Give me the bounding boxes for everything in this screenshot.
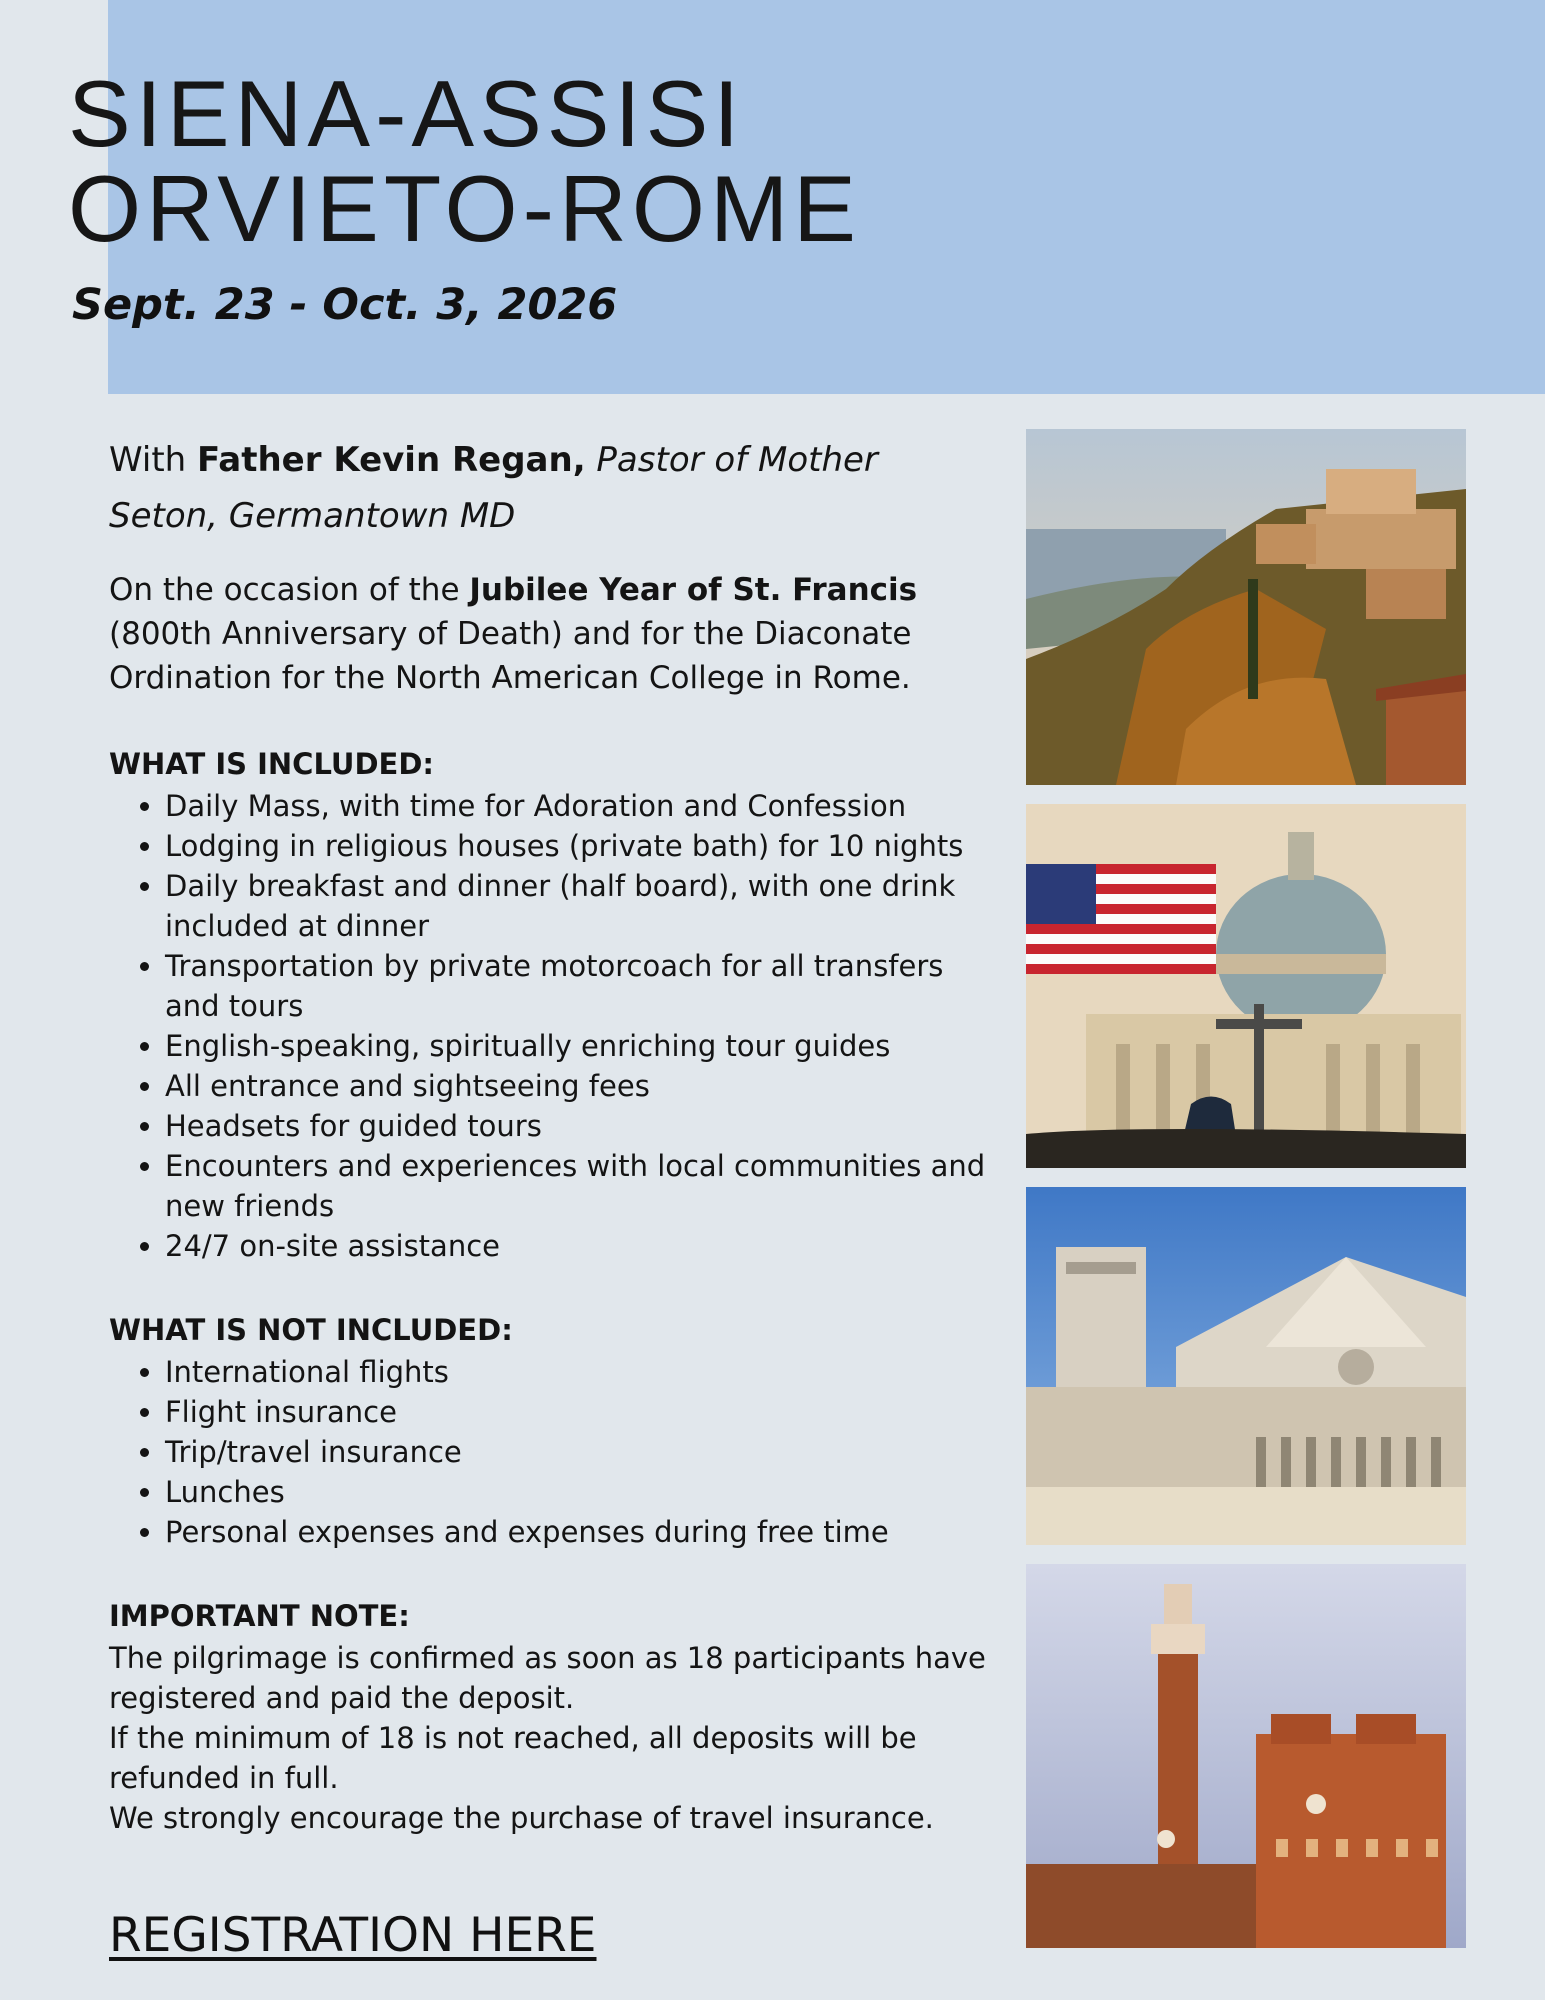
photo-column	[1026, 429, 1466, 1967]
included-item: • English-speaking, spiritually enriching tour guides	[165, 1026, 994, 1066]
included-item: • 24/7 on-site assistance	[165, 1226, 994, 1266]
page-title	[68, 61, 861, 261]
not-included-item: • Lunches	[165, 1472, 994, 1512]
title-line-2: ORVIETO-ROME	[68, 156, 861, 261]
occasion-paragraph	[109, 568, 994, 700]
main-content	[109, 432, 994, 1964]
occasion-rest: (800th Anniversary of Death) and for the Diaconate Ordination for the North American College in Rome.	[109, 616, 912, 696]
leader-name: Father Kevin Regan,	[197, 440, 586, 480]
included-item: • Daily Mass, with time for Adoration and Confession	[165, 786, 994, 826]
included-heading: WHAT IS INCLUDED:	[109, 747, 434, 781]
included-item: • Daily breakfast and dinner (half board), with one drink included at dinner	[165, 866, 994, 946]
included-item: • Lodging in religious houses (private bath) for 10 nights	[165, 826, 994, 866]
not-included-item: • Flight insurance	[165, 1392, 994, 1432]
occasion-prefix: On the occasion of the	[109, 572, 470, 608]
included-item: • All entrance and sightseeing fees	[165, 1066, 994, 1106]
trip-dates: Sept. 23 - Oct. 3, 2026	[72, 280, 618, 330]
not-included-heading: WHAT IS NOT INCLUDED:	[109, 1313, 513, 1347]
occasion-bold: Jubilee Year of St. Francis	[469, 572, 918, 608]
assisi-basilica-image	[1026, 1187, 1466, 1545]
included-item: • Encounters and experiences with local communities and new friends	[165, 1146, 994, 1226]
not-included-list	[109, 1352, 994, 1552]
st-peters-basilica-image	[1026, 804, 1466, 1168]
note-line: We strongly encourage the purchase of travel insurance.	[109, 1801, 934, 1835]
siena-torre-del-mangia-image	[1026, 1564, 1466, 1948]
leader-role: Pastor of Mother Seton, Germantown MD	[109, 440, 878, 536]
included-item: • Headsets for guided tours	[165, 1106, 994, 1146]
included-item: • Transportation by private motorcoach for all transfers and tours	[165, 946, 994, 1026]
with-prefix: With	[109, 440, 198, 480]
not-included-item: • Personal expenses and expenses during free time	[165, 1512, 994, 1552]
not-included-item: • International flights	[165, 1352, 994, 1392]
registration-link[interactable]: REGISTRATION HERE	[109, 1908, 597, 1963]
not-included-item: • Trip/travel insurance	[165, 1432, 994, 1472]
orvieto-hilltown-image	[1026, 429, 1466, 785]
title-line-1: SIENA-ASSISI	[68, 61, 745, 166]
included-list	[109, 786, 994, 1266]
important-note-heading: IMPORTANT NOTE:	[109, 1599, 410, 1633]
important-note-body	[109, 1638, 994, 1838]
note-line: The pilgrimage is confirmed as soon as 18 participants have registered and paid the deposit.	[109, 1641, 986, 1715]
leader-intro	[109, 432, 994, 544]
note-line: If the minimum of 18 is not reached, all deposits will be refunded in full.	[109, 1721, 917, 1795]
